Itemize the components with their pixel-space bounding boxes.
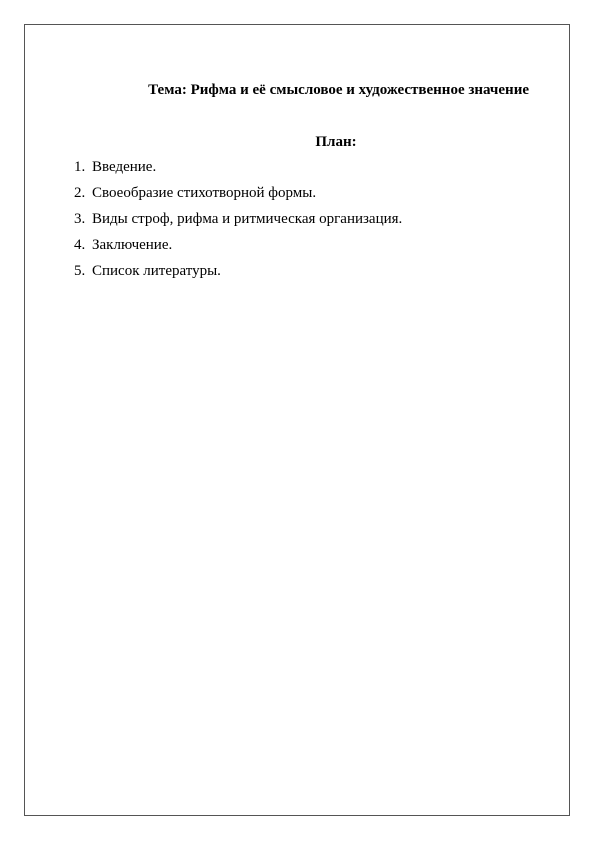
plan-item-number: 5. (74, 263, 86, 279)
plan-item-text: Виды строф, рифма и ритмическая организация. (92, 211, 403, 227)
plan-heading: План: (315, 134, 357, 150)
plan-item-bibliography (74, 262, 402, 288)
plan-item-text: Введение. (92, 159, 157, 175)
plan-item-text: Своеобразие стихотворной формы. (92, 185, 317, 201)
plan-list (74, 158, 402, 288)
plan-item-introduction (74, 158, 402, 184)
plan-item-stanza-types (74, 210, 402, 236)
plan-item-number: 4. (74, 237, 86, 253)
plan-item-conclusion (74, 236, 402, 262)
plan-item-text: Заключение. (92, 237, 173, 253)
plan-item-verse-form (74, 184, 402, 210)
plan-item-text: Список литературы. (92, 263, 221, 279)
plan-item-number: 3. (74, 211, 86, 227)
document-title: Тема: Рифма и её смысловое и художественное значение (148, 82, 529, 98)
plan-item-number: 2. (74, 185, 86, 201)
plan-item-number: 1. (74, 159, 86, 175)
